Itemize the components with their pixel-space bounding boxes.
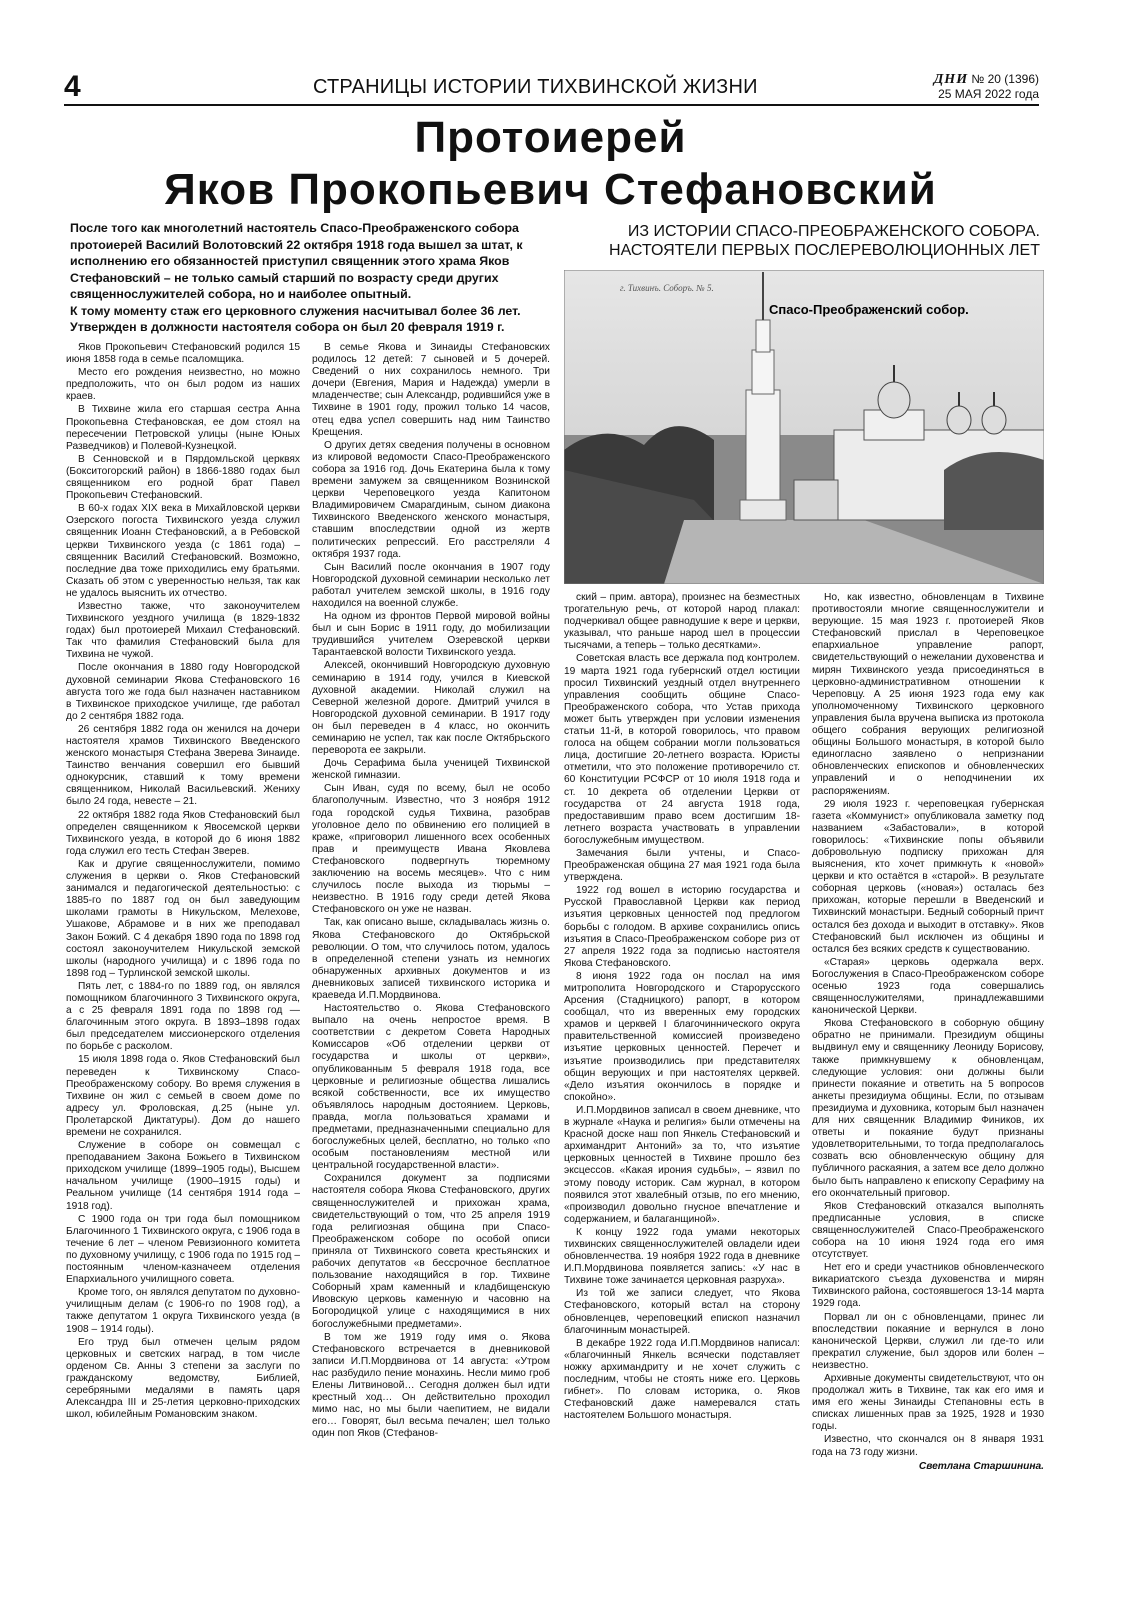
paragraph: 1922 год вошел в историю государства и Русской Православной Церкви как период изъятия церковных ценностей под предлогом борьбы с голодом. В архиве сохранились опись изъятия в Спасо-Преображенском соборе риз от 27 апреля 1922 года за подписью настоятеля Якова Стефановского.	[564, 885, 800, 969]
paragraph: Как и другие священнослужители, помимо служения в церкви о. Яков Стефановский занимался и педагогической деятельностью: с 1885-го по 1887 год он был заведующим школами грамоты в Никульском, Мелехове, Ушакове, Абрамове и в них же преподавал Закон Божий. С 4 декабря 1890 года по 1898 год состоял законоучителем Никульской земской школы (народного училища) и с 1896 года по 1898 год – Турлинской земской школы.	[66, 858, 300, 979]
masthead	[934, 72, 1039, 101]
paragraph: Советская власть все держала под контролем. 19 марта 1921 года губернский отдел юстиции просил Тихвинский уездный отдел внутреннего управления сообщить общине Спасо-Преображенского собора, что Устав прихода может быть утвержден при условии изменения статьи 11-й, в которой говорилось, что правом голоса на общем собрании могли пользоваться лица, достигшие 20-летнего возраста. Юристы отметили, что это положение противоречило ст. 60 Конституции РСФСР от 10 июля 1918 года и ст. 10 декрета об отделении Церкви от государства от 24 августа 1918 года, предоставившим право всем достигшим 18-летнего возраста участвовать в управлении богослужебным имуществом.	[564, 653, 800, 846]
paragraph: На одном из фронтов Первой мировой войны был и сын Борис в 1911 году, до мобилизации трудившийся учителем Озеревской церкви Тарантаевской волости Тихвинского уезда.	[312, 611, 550, 659]
paragraph: 22 октября 1882 года Яков Стефановский был определен священником к Явосемской церкви Тихвинского уезда, в которой до 6 июня 1882 года служил его тесть Стефан Зверев.	[66, 809, 300, 857]
paragraph: Кроме того, он являлся депутатом по духовно-училищным делам (с 1906-го по 1908 год), а также депутатом 1 округа Тихвинского уезда (в 1908 – 1914 годы).	[66, 1287, 300, 1335]
paragraph: Якова Стефановского в соборную общину обратно не принимали. Президиум общины выдвинул ему и священнику Леониду Борисову, также примкнувшему к обновленцам, следующие условия: они должны были принести покаяние и ответить на 5 вопросов анкеты президиума общины. Если, по отзывам президиума и духовника, которым был назначен для них священник Владимир Фиников, их ответы и покаяние будут признаны удовлетворительными, то тогда предполагалось созвать всю обновленческую общину для публичного раскаяния, а затем все дело должно было быть направлено к епископу Серафиму на его окончательный приговор.	[812, 1018, 1044, 1199]
article-column-1	[66, 342, 300, 1542]
section-title: СТРАНИЦЫ ИСТОРИИ ТИХВИНСКОЙ ЖИЗНИ	[313, 76, 758, 98]
headline-line-1: Протоиерей	[414, 113, 687, 162]
paragraph: В Сенновской и в Пярдомльской церквях (Бокситогорский район) в 1866-1880 годах был священником его родной брат Павел Прокопьевич Стефановский.	[66, 453, 300, 502]
paragraph: 8 июня 1922 года он послал на имя митрополита Новгородского и Старорусского Арсения (Стадницкого) рапорт, в котором сообщал, что из вверенных ему городских храмов и церквей I благочиннического округа правительственной комиссией произведено изъятие церковных ценностей. Перечет и изъятие производились при представителях общин верующих и при настоятелях церквей. «Дело изъятия окончилось в порядке и спокойно».	[564, 970, 800, 1103]
paragraph: Известно, что скончался он 8 января 1931 года на 73 году жизни.	[812, 1434, 1044, 1458]
issue-number: № 20 (1396)	[971, 72, 1039, 86]
paragraph: Служение в соборе он совмещал с преподаванием Закона Божьего в Тихвинском приходском училище (1899–1905 годы), Высшем начальном училище (1900–1915 годы) и Реальном училище (14 сентября 1914 года – 1918 год).	[66, 1140, 300, 1212]
article-column-4	[812, 592, 1044, 1542]
issue-date: 25 МАЯ 2022 года	[938, 87, 1039, 101]
paragraph: О других детях сведения получены в основном из клировой ведомости Спасо-Преображенского собора за 1916 год. Дочь Екатерина была к тому времени замужем за священником Вознинской церкви Череповецкого уезда Капитоном Владимировичем Смарагдиным, сыном диакона Тихвинского Введенского женского монастыря, ставшим впоследствии одной из жертв политических репрессий. Его расстреляли 4 октября 1937 года.	[312, 439, 550, 560]
author-signature: Светлана Старшинина.	[918, 1460, 1044, 1472]
paragraph: Яков Прокопьевич Стефановский родился 15 июня 1858 года в семье псаломщика.	[66, 342, 300, 366]
kicker-line-2: НАСТОЯТЕЛИ ПЕРВЫХ ПОСЛЕРЕВОЛЮЦИОННЫХ ЛЕТ	[609, 242, 1040, 259]
paragraph: В Тихвине жила его старшая сестра Анна Прокопьевна Стефановская, ее дом стоял на пересечении Петровской улицы (ныне Юных Разведчиков) и Полевой-Кузнецкой.	[66, 404, 300, 452]
paragraph: В 60-х годах XIX века в Михайловской церкви Озерского погоста Тихвинского уезда служил священник Иоанн Стефановский, а в Ребовской церкви Тихвинского уезда (с 1861 года) – священник Василий Стефановский. Возможно, последние два тоже приходились ему братьями. Сказать об этом с уверенностью нельзя, так как не удалось выяснить их отчество.	[66, 503, 300, 599]
paragraph: Так, как описано выше, складывалась жизнь о. Якова Стефановского до Октябрьской революции. О том, что случилось потом, удалось в определенной степени узнать из немногих обнаруженных архивных документов и из дневниковых записей тихвинского историка и краеведа И.П.Мордвинова.	[312, 917, 550, 1001]
paragraph: После окончания в 1880 году Новгородской духовной семинарии Якова Стефановского 16 августа того же года был назначен наставником в Тихвинское приходское училище, где работал до 2 сентября 1882 года.	[66, 662, 300, 722]
header-rule	[64, 104, 1039, 106]
paragraph: В декабре 1922 года И.П.Мордвинов написал: «благочинный Янкель всячески подставляет ножку архимандриту и не хочет служить с последним, чтобы не стоять ниже его. Церковь гибнет». По словам историка, о. Яков Стефановский даже намеревался стать настоятелем Большого монастыря.	[564, 1337, 800, 1422]
paragraph: 26 сентября 1882 года он женился на дочери настоятеля храмов Тихвинского Введенского женского монастыря Стефана Зверева Зинаиде. Таинство венчания совершил его бывший однокурсник, ставший к тому времени священником, Николай Васильевский. Жениху было 24 года, невесте – 21.	[66, 723, 300, 808]
paragraph: И.П.Мордвинов записал в своем дневнике, что в журнале «Наука и религия» были отмечены на Красной доске наш поп Янкель Стефановский и архимандрит Антоний» за то, что изъятие церковных ценностей в Тихвине прошло без эксцессов. «Какая ирония судьбы», – язвил по этому поводу историк. Сам журнал, в котором появился этот хвалебный отзыв, по его мнению, «производил довольно гнусное впечатление и содержанием, и балаганщиной».	[564, 1104, 800, 1225]
paragraph: Но, как известно, обновленцам в Тихвине противостояли многие священнослужители и верующие. 15 мая 1923 г. протоиерей Яков Стефановский прислал в Череповецкое епархиальное управление рапорт, свидетельствующий о нежелании духовенства и мирян Тихвинского уезда присоединяться в церковно-административном отношении к Череповцу. А 25 июня 1923 года ему как уполномоченному Тихвинского церковного управления была вручена выписка из протокола общего собрания верующих религиозной общины Большого монастыря, в которой было единогласно заявлено о непризнании обновленческих епископов и обновленческих управлений и о неподчинении их распоряжениям.	[812, 592, 1044, 797]
paragraph: Замечания были учтены, и Спасо-Преображенская община 27 мая 1921 года была утверждена.	[564, 847, 800, 884]
paragraph: Сын Иван, судя по всему, был не особо благополучным. Известно, что 3 ноября 1912 года городской судья Тихвина, разобрав уголовное дело по обвинению его полицией в краже, «приговорил лишенного всех особенных прав и преимуществ Ивана Яковлева Стефановского подвергнуть тюремному заключению на восемь месяцев». Что с ним случилось после выхода из тюрьмы – неизвестно. В 1916 году среди детей Якова Стефановского он уже не назван.	[312, 783, 550, 916]
paragraph: Яков Стефановский отказался выполнять предписанные условия, в списке священнослужителей Спасо-Преображенского собора на 10 июня 1924 года его имя отсутствует.	[812, 1200, 1044, 1261]
paragraph: Нет его и среди участников обновленческого викариатского съезда духовенства и мирян Тихвинского района, состоявшегося 13-14 марта 1929 года.	[812, 1262, 1044, 1310]
paragraph: Его труд был отмечен целым рядом церковных и светских наград, в том числе орденом Св. Анны 3 степени за заслуги по гражданскому ведомству, Библией, серебряными медалями в память царя Александра III и 25-летия церковно-приходских школ, юбилейным Романовским знаком.	[66, 1336, 300, 1421]
page-number: 4	[64, 70, 81, 103]
headline	[60, 112, 1041, 216]
paragraph: Архивные документы свидетельствуют, что он продолжал жить в Тихвине, так как его имя и имя его жены Зинаиды Степановны есть в списках лишенных прав за 1925, 1928 и 1930 годы.	[812, 1373, 1044, 1433]
paragraph: Из той же записи следует, что Якова Стефановского, который встал на сторону обновленцев, череповецкий епископ назначил благочинным монастырей.	[564, 1288, 800, 1336]
article-column-3	[564, 592, 800, 1542]
paragraph: Порвал ли он с обновленцами, принес ли впоследствии покаяние и вернулся в лоно канонической Церкви, служил ли где-то или прекратил служение, был здоров или болен – неизвестно.	[812, 1311, 1044, 1371]
kicker-line-1: ИЗ ИСТОРИИ СПАСО-ПРЕОБРАЖЕНСКОГО СОБОРА.	[627, 223, 1040, 240]
paragraph: В том же 1919 году имя о. Якова Стефановского встречается в дневниковой записи И.П.Мордвинова от 14 августа: «Утром нас разбудило пение монахинь. Несли мимо гроб Елены Литвиновой… Сегодня должен был идти крестный ход… Он действительно проходил мимо нас, но мы были чаепитием, не видали его… Говорят, был весьма печален; шел только один поп Яков (Стефанов-	[312, 1331, 550, 1440]
paragraph: Известно также, что законоучителем Тихвинского уездного училища (в 1829-1832 годах) был протоиерей Михаил Стефановский. Так что фамилия Стефановский была для Тихвина не чужой.	[66, 600, 300, 661]
paragraph: ский – прим. автора), произнес на безместных трогательную речь, от которой народ плакал: подчеркивал общее равнодушие к вере и церкви, указывал, что раньше народ шел в процессии тысячами, а теперь – только десятками».	[564, 592, 800, 652]
headline-line-2: Яков Прокопьевич Стефановский	[164, 165, 937, 214]
paragraph: Пять лет, с 1884-го по 1889 год, он являлся помощником благочинного 3 Тихвинского округа, а с 25 февраля 1891 года по 1898 год — благочинным этого округа. В 1893–1898 годах был председателем миссионерского отделения по борьбе с расколом.	[66, 980, 300, 1053]
lead-text-2: К тому моменту стаж его церковного служения насчитывал более 36 лет. Утвержден в должности настоятеля собора он был 20 февраля 1919 г.	[70, 303, 521, 334]
cathedral-photo-image	[564, 270, 1044, 584]
paragraph: Дочь Серафима была ученицей Тихвинской женской гимназии.	[312, 758, 550, 782]
paragraph: С 1900 года он три года был помощником Благочинного 1 Тихвинского округа, с 1906 года в течение 6 лет – членом Ревизионного комитета по духовному училищу, с 1906 года по 1915 год – постоянным членом-казначеем отделения Епархиального училищного совета.	[66, 1213, 300, 1286]
paragraph: Сын Василий после окончания в 1907 году Новгородской духовной семинарии несколько лет работал учителем земской школы, в 1916 году находился на военной службе.	[312, 561, 550, 609]
paragraph: К концу 1922 года умами некоторых тихвинских священнослужителей овладели идеи обновленчества. 19 ноября 1922 года в дневнике И.П.Мордвинова появляется запись: «У нас в Тихвине тоже зачинается церковная разруха».	[564, 1226, 800, 1287]
paragraph: 29 июля 1923 г. череповецкая губернская газета «Коммунист» опубликовала заметку под названием «Забастовали», в которой говорилось: «Тихвинские попы объявили добровольную подписку прихожан для выяснения, кто хочет примкнуть к «новой» церкви и кто остаётся в «старой». В результате соборная церковь («новая») осталась без прихожан, которые перешли в Введенский и Тихвинский монастыри. Бедный соборный причт остался без дохода и выходит в отставку». Яков Стефановский был исключен из общины и остался без всяких средств к существованию.	[812, 798, 1044, 955]
cathedral-photo	[564, 270, 1044, 584]
paragraph: 15 июля 1898 года о. Яков Стефановский был переведен к Тихвинскому Спасо-Преображенскому собору. Во время служения в Тихвине он жил с семьей в своем доме по адресу ул. Фроловская, д.25 (ныне ул. Пролетарской Диктатуры). Дом до нашего времени не сохранился.	[66, 1054, 300, 1138]
lead-text-1: После того как многолетний настоятель Спасо-Преображенского собора протоиерей Василий Волотовский 22 октября 1918 года вышел за штат, к исполнению его обязанностей приступил священник этого храма Яков Стефановский – не только самый старший по возрасту среди других священнослужителей собора, но и наиболее опытный.	[70, 221, 523, 301]
photo-inscription: г. Тихвинъ. Соборъ. № 5.	[620, 283, 714, 293]
newspaper-brand: ДНИ	[933, 72, 969, 87]
article-column-2	[312, 342, 550, 1542]
paragraph: Алексей, окончивший Новгородскую духовную семинарию в 1914 году, учился в Киевской духовной академии. Николай служил на Северной железной дороге. Дмитрий учился в Новгородской духовной семинарии. В 1917 году он был переведен в 4 класс, но окончить семинарию не успел, так как после Октябрьского переворота ее закрыли.	[312, 660, 550, 757]
paragraph: Сохранился документ за подписями настоятеля собора Якова Стефановского, других священнослужителей и прихожан храма, свидетельствующий о том, что 25 апреля 1919 года религиозная община при Спасо-Преображенском соборе по особой описи приняла от Тихвинского совета крестьянских и рабочих депутатов «в бессрочное бесплатное пользование находящийся в гор. Тихвине Соборный храм каменный и кладбищенскую Ивовскую церковь каменную и часовню на Богородицкой улице с находящимися в них богослужебными предметами».	[312, 1173, 550, 1330]
paragraph: «Старая» церковь одержала верх. Богослужения в Спасо-Преображенском соборе осенью 1923 года совершались священнослужителями, принадлежавшими канонической Церкви.	[812, 956, 1044, 1017]
kicker	[572, 222, 1040, 260]
photo-caption: Спасо-Преображенский собор.	[769, 302, 969, 317]
paragraph: В семье Якова и Зинаиды Стефановских родилось 12 детей: 7 сыновей и 5 дочерей. Сведений о них сохранилось немного. Три дочери (Евгения, Мария и Надежда) умерли в младенчестве; сын Александр, родившийся уже в Тихвине в 1901 году, прожил только 14 часов, отец едва успел совершить над ним Таинство Крещения.	[312, 342, 550, 438]
lead-paragraph	[70, 220, 550, 336]
paragraph: Место его рождения неизвестно, но можно предположить, что он был родом из наших краев.	[66, 367, 300, 403]
paragraph: Настоятельство о. Якова Стефановского выпало на очень непростое время. В соответствии с декретом Совета Народных Комиссаров «Об отделении церкви от государства и школы от церкви», опубликованным 5 февраля 1918 года, все церковные и религиозные общества лишались всякой собственности, все их имущество объявлялось народным достоянием. Церковь, правда, могла пользоваться храмами и предметами, предназначенными специально для богослужебных целей, бесплатно, но только «по особым постановлениям местной или центральной государственной власти».	[312, 1003, 550, 1172]
